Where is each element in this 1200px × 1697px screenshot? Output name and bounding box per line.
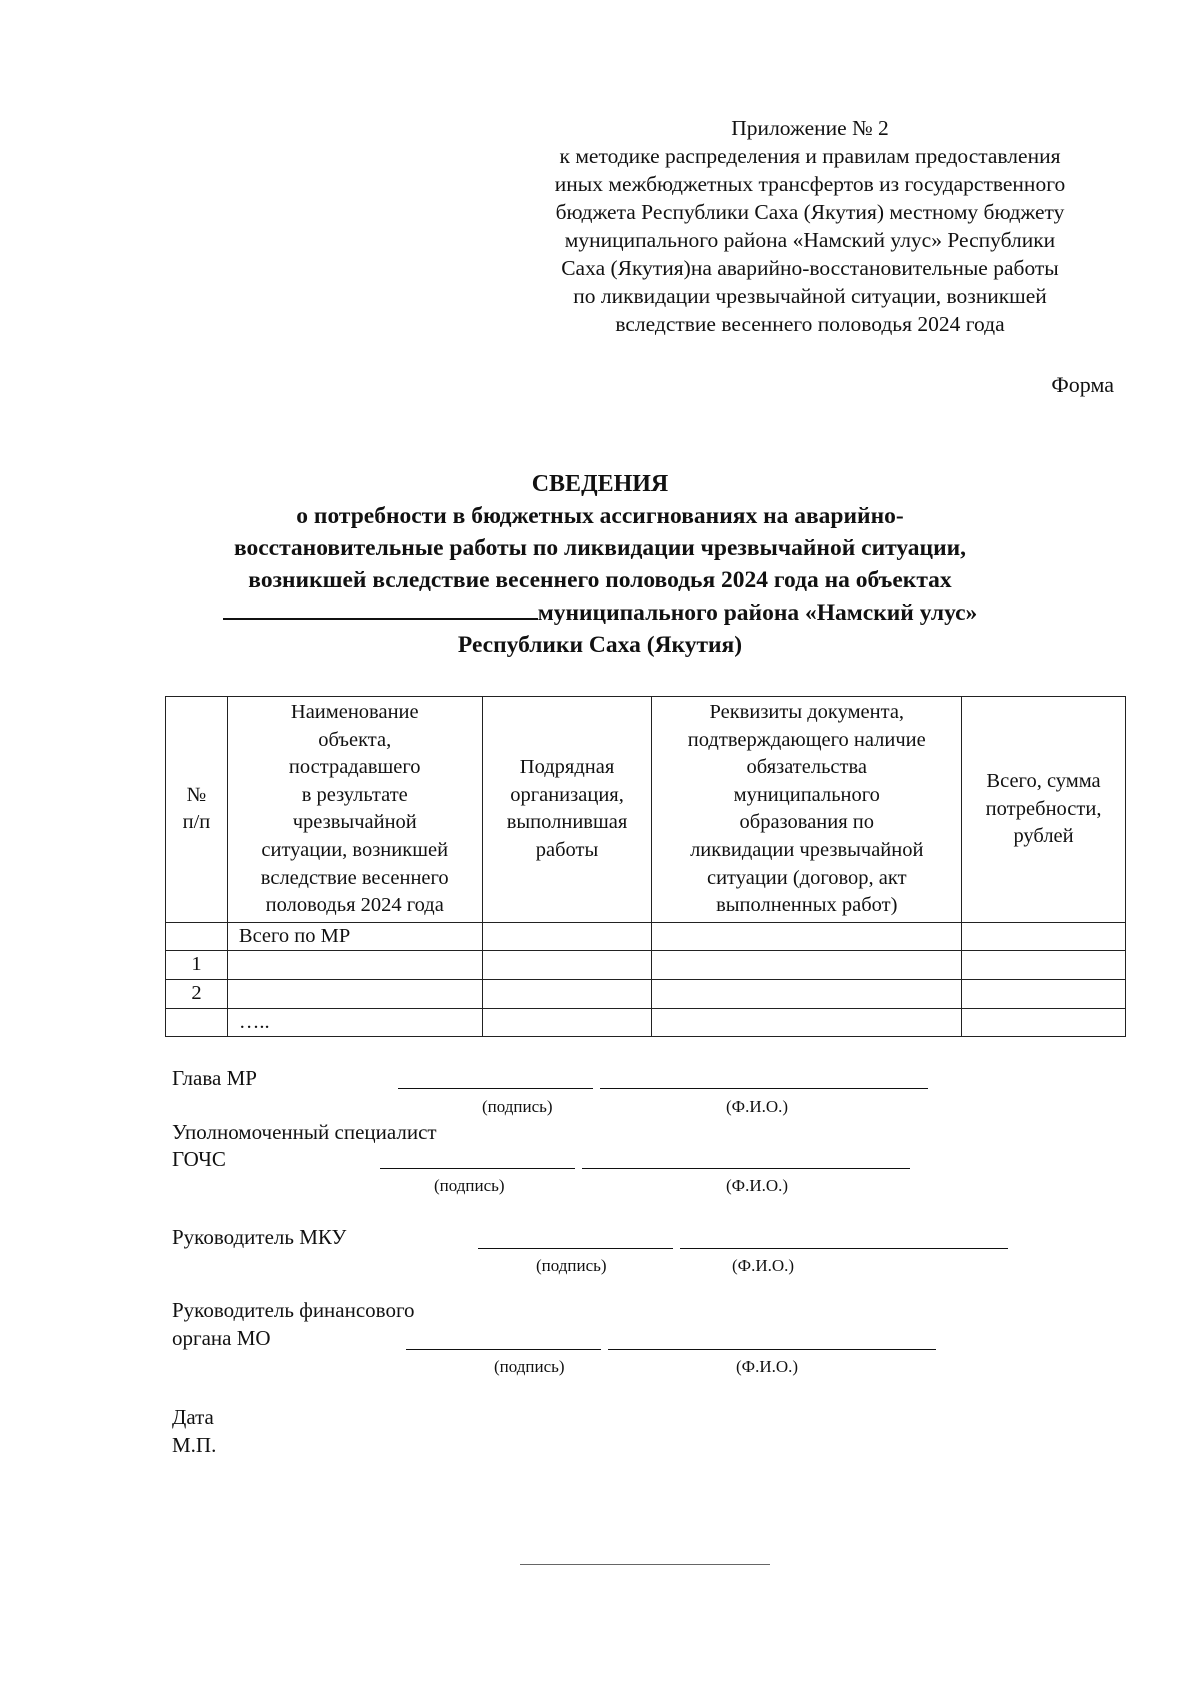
title-line: Республики Саха (Якутия): [457, 632, 743, 658]
header-object: Наименование объекта, пострадавшего в результате чрезвычайной ситуации, возникшей вследствие весеннего половодья 2024 года: [227, 697, 482, 923]
appendix-line: иных межбюджетных трансфертов из государственного: [554, 172, 1066, 196]
title-line: восстановительные работы по ликвидации чрезвычайной ситуации,: [233, 535, 967, 561]
cell-object[interactable]: …..: [227, 1008, 482, 1037]
signature-caption: (подпись): [434, 1176, 505, 1195]
name-caption: (Ф.И.О.): [732, 1256, 795, 1275]
specialist-label: Уполномоченный специалист: [172, 1120, 437, 1144]
name-caption: (Ф.И.О.): [726, 1097, 789, 1116]
form-label: Форма: [1051, 372, 1114, 397]
specialist-name-line[interactable]: [582, 1168, 910, 1169]
title-main: СВЕДЕНИЯ: [531, 471, 669, 497]
name-caption: (Ф.И.О.): [726, 1176, 789, 1195]
appendix-line: к методике распределения и правилам предоставления: [559, 144, 1061, 168]
specialist-signature-line[interactable]: [380, 1168, 575, 1169]
date-label: Дата: [172, 1405, 214, 1429]
stamp-label: М.П.: [172, 1433, 217, 1457]
cell-num[interactable]: 1: [166, 951, 228, 980]
title-line: о потребности в бюджетных ассигнованиях на аварийно-: [296, 503, 904, 529]
cell-object[interactable]: Всего по МР: [227, 922, 482, 951]
signature-caption: (подпись): [536, 1256, 607, 1275]
mku-name-line[interactable]: [680, 1248, 1008, 1249]
specialist-label: ГОЧС: [172, 1147, 226, 1171]
finance-name-line[interactable]: [608, 1349, 936, 1350]
mku-label: Руководитель МКУ: [172, 1225, 347, 1249]
head-name-line[interactable]: [600, 1088, 928, 1089]
signature-caption: (подпись): [494, 1357, 565, 1376]
appendix-line: Приложение № 2: [731, 116, 889, 140]
header-contractor: Подрядная организация, выполнившая работы: [482, 697, 652, 923]
title-line: возникшей вследствие весеннего половодья 2024 года на объектах: [248, 567, 952, 593]
finance-signature-line[interactable]: [406, 1349, 601, 1350]
appendix-line: муниципального района «Намский улус» Республики: [564, 228, 1056, 252]
header-num: № п/п: [166, 697, 228, 923]
appendix-line: Саха (Якутия)на аварийно-восстановительные работы: [561, 256, 1059, 280]
mku-signature-line[interactable]: [478, 1248, 673, 1249]
appendix-line: по ликвидации чрезвычайной ситуации, возникшей: [573, 284, 1047, 308]
title-line: муниципального района «Намский улус»: [537, 600, 978, 626]
appendix-line: бюджета Республики Саха (Якутия) местному бюджету: [555, 200, 1065, 224]
name-caption: (Ф.И.О.): [736, 1357, 799, 1376]
footer-divider: [520, 1564, 770, 1565]
appendix-line: вследствие весеннего половодья 2024 года: [615, 312, 1005, 336]
head-label: Глава МР: [172, 1066, 257, 1090]
header-total: Всего, сумма потребности, рублей: [962, 697, 1126, 923]
header-requisites: Реквизиты документа, подтверждающего наличие обязательства муниципального образования по ликвидации чрезвычайной ситуации (договор, акт выполненных работ): [652, 697, 962, 923]
cell-num[interactable]: 2: [166, 979, 228, 1008]
finance-label: Руководитель финансового: [172, 1298, 415, 1322]
head-signature-line[interactable]: [398, 1088, 593, 1089]
finance-label: органа МО: [172, 1326, 271, 1350]
signature-caption: (подпись): [482, 1097, 553, 1116]
